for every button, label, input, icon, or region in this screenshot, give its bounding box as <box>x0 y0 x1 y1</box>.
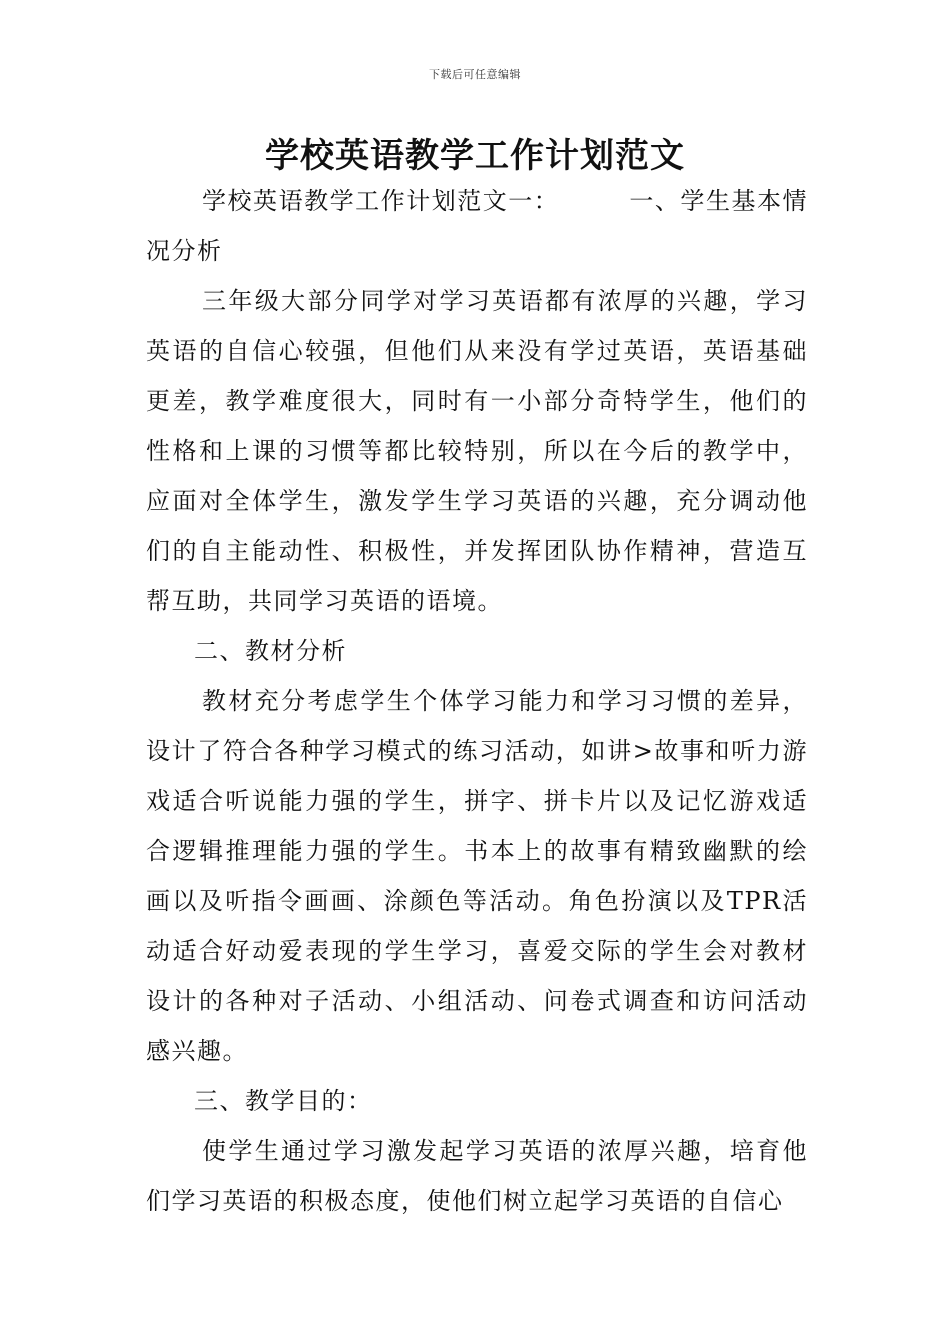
section-heading-1: 一、学生基本情况分析 <box>146 187 809 265</box>
header-note: 下载后可任意编辑 <box>429 68 521 81</box>
paragraph-student-analysis: 三年级大部分同学对学习英语都有浓厚的兴趣，学习英语的自信心较强，但他们从来没有学过英语，英语基础更差，教学难度很大，同时有一小部分奇特学生，他们的性格和上课的习惯等都比较特别，所以在今后的教学中，应面对全体学生，激发学生学习英语的兴趣，充分调动他们的自主能动性、积极性，并发挥团队协作精神，营造互帮互助，共同学习英语的语境。 <box>146 287 808 615</box>
section-heading-3: 三、教学目的： <box>194 1087 373 1115</box>
paragraph-teaching-goals: 使学生通过学习激发起学习英语的浓厚兴趣，培育他们学习英语的积极态度，使他们树立起学习英语的自信心 <box>146 1137 808 1215</box>
intro-paragraph <box>146 176 808 276</box>
intro-lead: 学校英语教学工作计划范文一： <box>202 187 560 215</box>
paragraph-textbook-analysis: 教材充分考虑学生个体学习能力和学习习惯的差异，设计了符合各种学习模式的练习活动，如讲>故事和听力游戏适合听说能力强的学生，拼字、拼卡片以及记忆游戏适合逻辑推理能力强的学生。书本上的故事有精致幽默的绘画以及听指令画画、涂颜色等活动。角色扮演以及TPR活动适合好动爱表现的学生学习，喜爱交际的学生会对教材设计的各种对子活动、小组活动、问卷式调查和访问活动感兴趣。 <box>146 687 808 1065</box>
document-title: 学校英语教学工作计划范文 <box>265 136 685 176</box>
section-heading-2: 二、教材分析 <box>194 637 347 665</box>
document-body <box>146 176 808 1226</box>
